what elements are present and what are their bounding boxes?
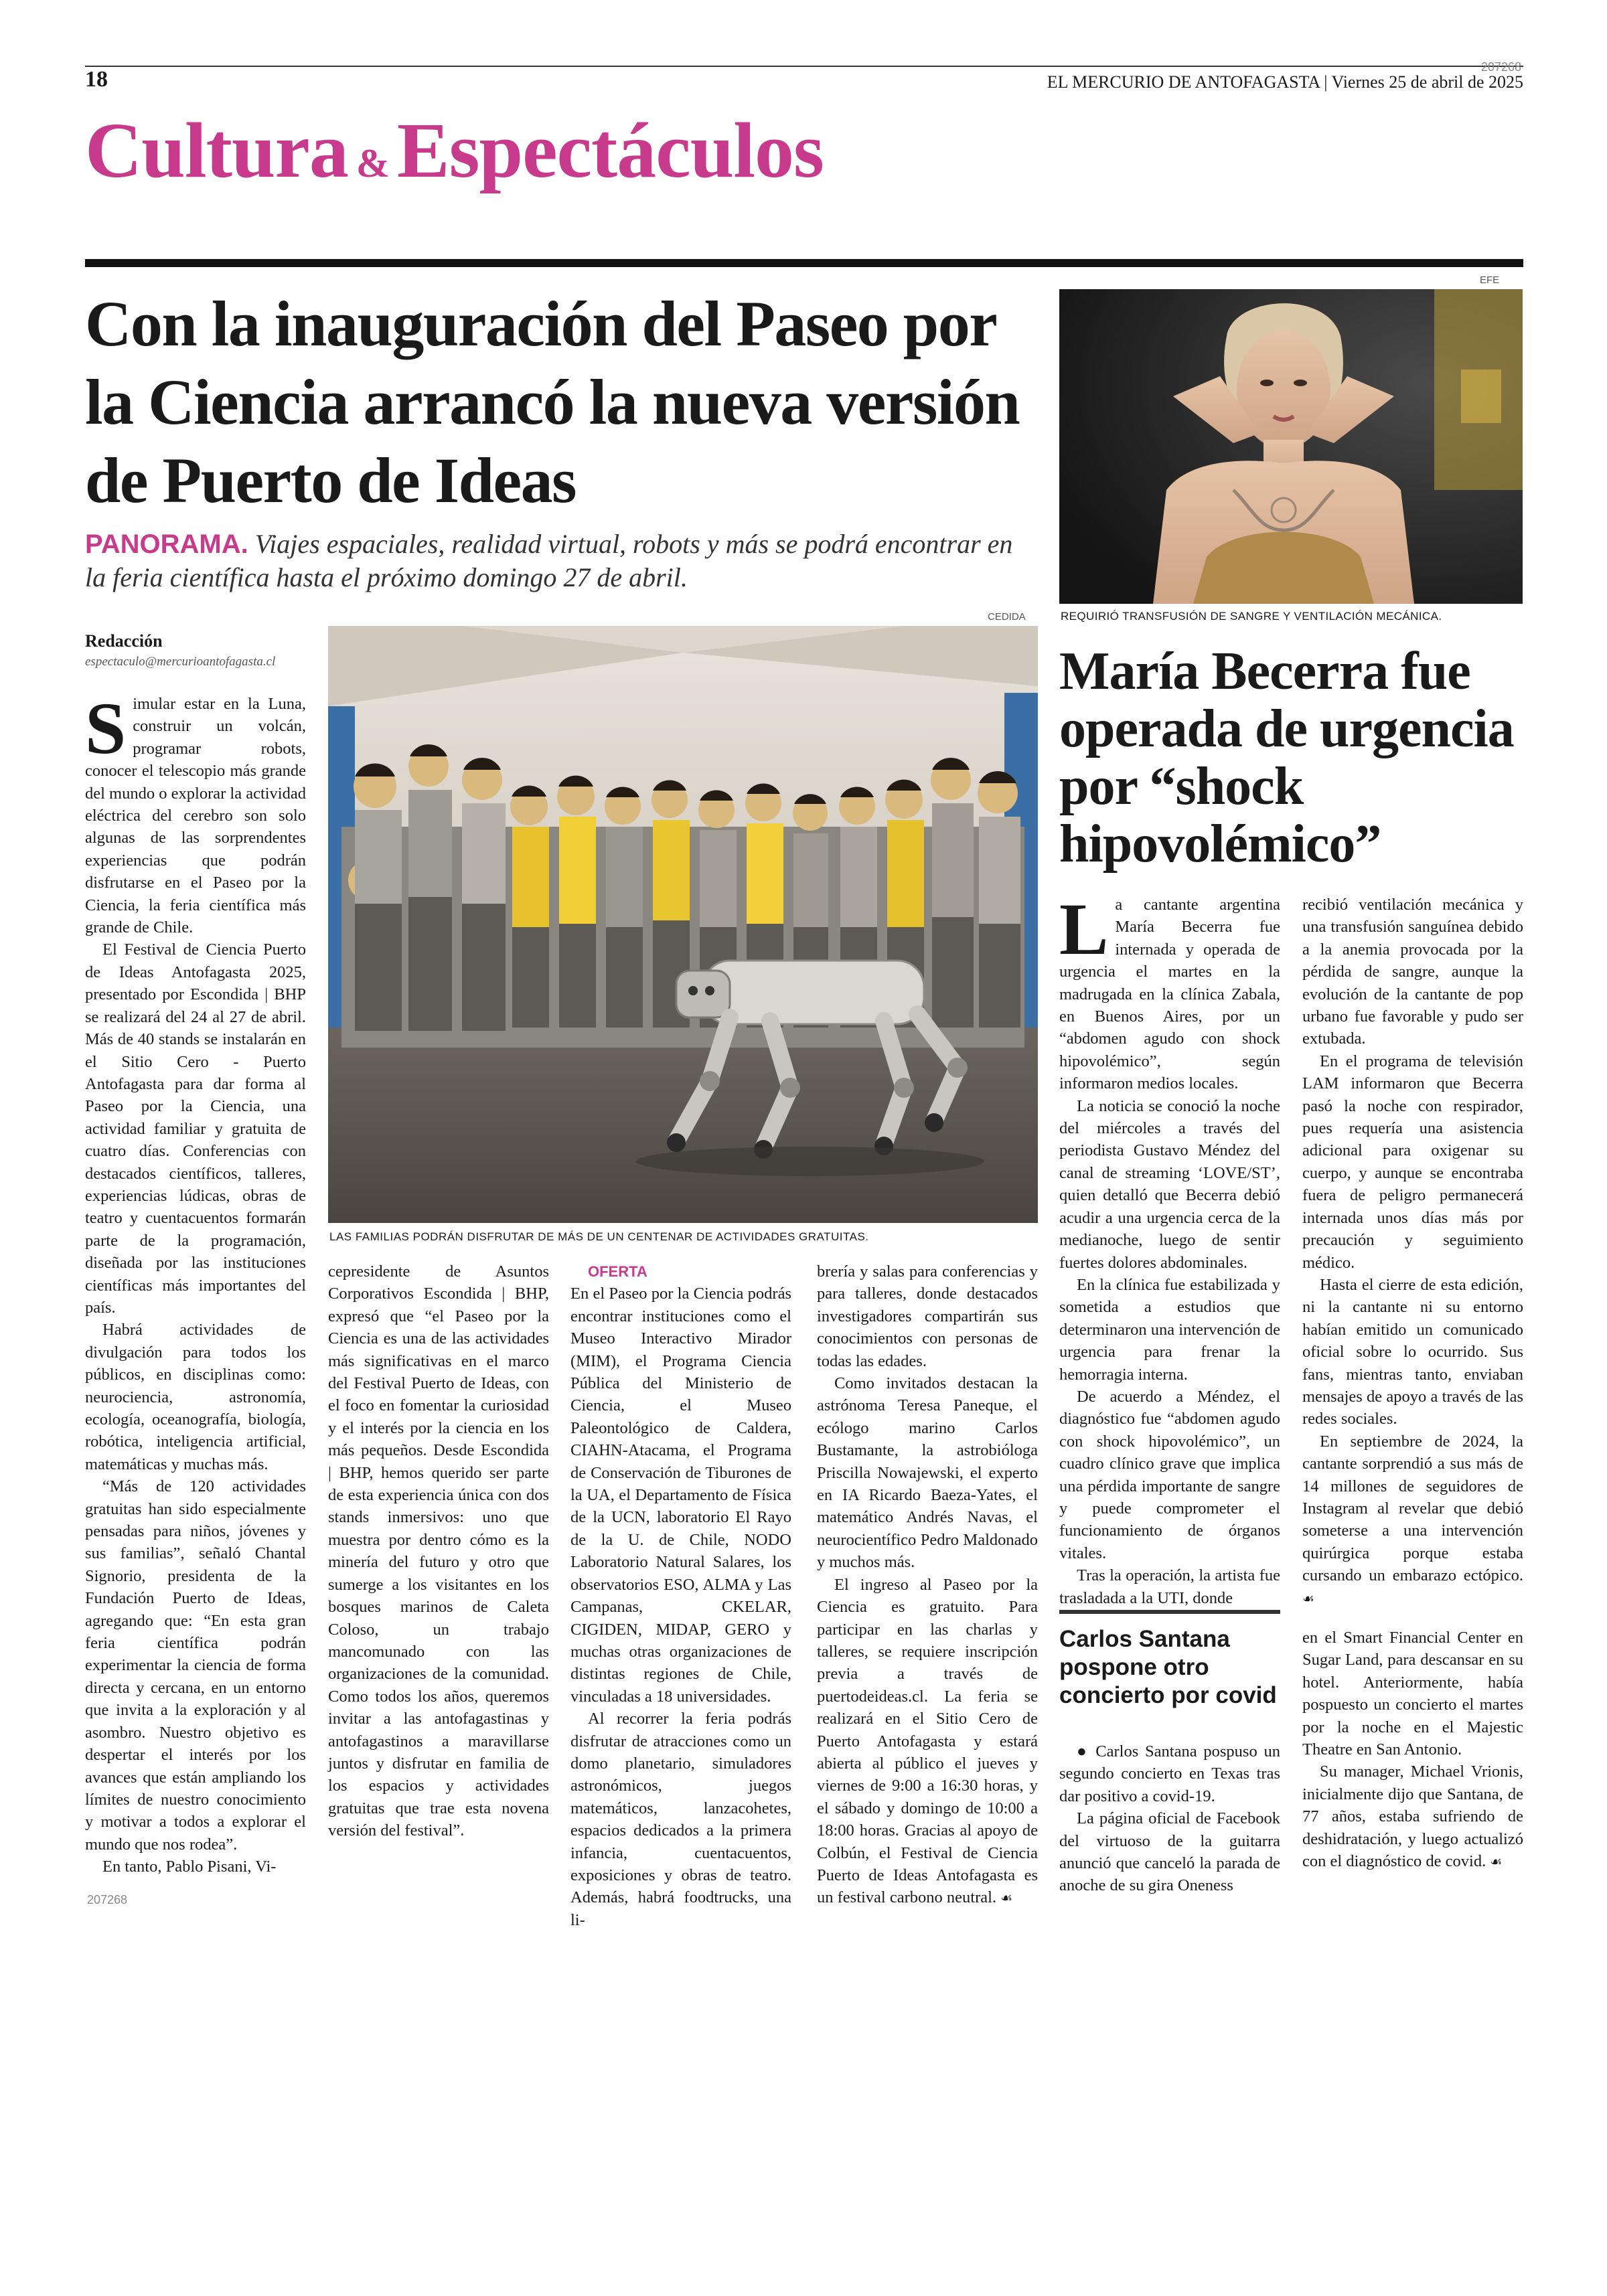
- side-photo-credit: EFE: [1480, 274, 1500, 286]
- paragraph: Habrá actividades de divulgación para todos los públicos, en disciplinas como: neurociencia, astronomía, ecología, oceanografía, biología, robótica, inteligencia artificial, matemáticas y muchas más.: [85, 1321, 306, 1473]
- paragraph: De acuerdo a Méndez, el diagnóstico fue “abdomen agudo con shock hipovolémico”, un cuadro clínico grave que implica una pérdida importante de sangre y puede comprometer el funcionamiento de órganos vitales.: [1059, 1387, 1280, 1562]
- subhead-oferta: OFERTA: [588, 1263, 647, 1280]
- paragraph: En el programa de televisión LAM informaron que Becerra pasó la noche con respirador, pues requería una asistencia adicional para oxigenar su cuerpo, y aunque se encontraba fuera de peligro permanecerá internada unos días más por precaución y seguimiento médico.: [1302, 1052, 1523, 1272]
- paragraph: En tanto, Pablo Pisani, Vi-: [102, 1858, 277, 1876]
- paragraph: En el Paseo por la Ciencia podrás encontrar instituciones como el Museo Interactivo Mirador (MIM), el Programa Ciencia Pública del Ministerio de Ciencia, el Museo Paleontológico de Caldera, CIAHN-Atacama, el Programa de Conservación de Tiburones de la UA, el Departamento de Física de la UCN, laboratorio El Rayo de la U. de Chile, NODO Laboratorio Natural Salares, los observatorios ESO, ALMA y Las Campanas, CKELAR, CIGIDEN, MIDAP, GERO y muchas otras organizaciones de distintas regiones de Chile, vinculadas a 18 universidades.: [570, 1285, 791, 1706]
- paragraph: La página oficial de Facebook del virtuoso de la guitarra anunció que canceló la parada de anoche de su gira Oneness: [1059, 1809, 1280, 1895]
- paragraph-text: Su manager, Michael Vrionis, inicialmente dijo que Santana, de 77 años, estaba sufriendo de deshidratación, y luego actualizó con el diagnóstico de covid.: [1302, 1762, 1523, 1871]
- paragraph-text: El ingreso al Paseo por la Ciencia es gratuito. Para participar en las charlas y talleres, se requiere inscripción previa a través de puertodeideas.cl. La feria se realizará en el Sitio Cero de Puerto Antofagasta y estará abierta al público el jueves y viernes de 9:00 a 16:30 horas, y el sábado y domingo de 10:00 a 18:00 horas. Gracias al apoyo de Colbún, el Festival de Ciencia Puerto de Ideas Antofagasta es un festival carbono neutral.: [817, 1575, 1038, 1907]
- side-photo-caption: REQUIRIÓ TRANSFUSIÓN DE SANGRE Y VENTILACIÓN MECÁNICA.: [1061, 610, 1442, 623]
- paragraph: Como invitados destacan la astrónoma Teresa Paneque, el ecólogo marino Carlos Bustamante, la astrobióloga Priscilla Nowajewski, el experto en IA Ricardo Baeza-Yates, el matemático Andrés Navas, el neurocientífico Pedro Maldonado y muchos más.: [817, 1374, 1038, 1572]
- bullet-icon: ●: [1077, 1742, 1089, 1760]
- byline: Redacción: [85, 631, 163, 651]
- paragraph: Tras la operación, la artista fue trasladada a la UTI, donde: [1059, 1566, 1280, 1607]
- brief-rule: [1059, 1610, 1280, 1614]
- deck-text: Viajes espaciales, realidad virtual, robots y más se podrá encontrar en la feria científica hasta el próximo domingo 27 de abril.: [85, 529, 1013, 592]
- paragraph: [1302, 1430, 1523, 1611]
- paragraph: La noticia se conoció la noche del miércoles a través del periodista Gustavo Méndez del canal de streaming ‘LOVE/ST’, quien detalló que Becerra debió acudir a una urgencia cerca de la medianoche, luego de sentir fuertes dolores abdominales.: [1059, 1096, 1280, 1272]
- section-rule: [85, 259, 1523, 267]
- paragraph: en el Smart Financial Center en Sugar Land, para descansar en su hotel. Anteriormente, había pospuesto un concierto el martes por la noche en el Majestic Theatre en San Antonio.: [1302, 1629, 1523, 1759]
- brief-column-2: [1302, 1627, 1523, 1874]
- main-headline: Con la inauguración del Paseo por la Ciencia arrancó la nueva versión de Puerto de Ideas: [85, 288, 1020, 516]
- paragraph: [817, 1574, 1038, 1910]
- paragraph-text: En septiembre de 2024, la cantante sorprendió a sus más de 14 millones de seguidores de Instagram al revelar que debió someterse a una intervención quirúrgica porque estaba cursando un embarazo ectópico.: [1302, 1432, 1523, 1585]
- side-article-column-2: [1302, 894, 1523, 1611]
- paragraph: cepresidente de Asuntos Corporativos Escondida | BHP, expresó que “el Paseo por la Ciencia es una de las actividades más significativas en el marco del Festival Puerto de Ideas, con el foco en fomentar la curiosidad y el interés por la ciencia en los más pequeños. Desde Escondida | BHP, hemos querido ser parte de esta experiencia única con dos stands inmersivos: uno que muestra por dentro cómo es la minería del futuro y otro que sumerge a los visitantes en los bosques marinos de Caleta Coloso, un trabajo mancomunado con las organizaciones de la comunidad. Como todos los años, queremos invitar a las antofagastinas y antofagastinos a maravillarse juntos y disfrutar en familia de los espacios y actividades gratuitas que trae esta novena versión del festival”.: [328, 1262, 549, 1840]
- paragraph: El Festival de Ciencia Puerto de Ideas Antofagasta 2025, presentado por Escondida | BHP se realizará del 24 al 27 de abril. Más de 40 stands se instalarán en el Sitio Cero - Puerto Antofagasta para dar forma al Paseo por la Ciencia, una actividad familiar y gratuita de cuatro días. Conferencias con destacados científicos, talleres, experiencias lúdicas, obras de teatro y cuentacuentos formarán parte de la programación, diseñada por las instituciones científicas más importantes del país.: [85, 940, 306, 1317]
- main-article-column-4: [817, 1260, 1038, 1910]
- end-mark-icon: ☙: [1490, 1855, 1503, 1870]
- byline-email: espectaculo@mercurioantofagasta.cl: [85, 655, 276, 669]
- top-rule: [85, 66, 1523, 67]
- paragraph: Al recorrer la feria podrás disfrutar de atracciones como un domo planetario, simuladores astronómicos, juegos matemáticos, lanzacohetes, espacios dedicados a la primera infancia, cuentacuentos, exposiciones y obras de teatro. Además, habrá foodtrucks, una li-: [570, 1710, 791, 1929]
- page-code-bottom: 207268: [87, 1893, 128, 1906]
- main-deck: [85, 527, 1036, 594]
- main-photo-credit: CEDIDA: [988, 611, 1026, 623]
- section-title-espectaculos: Espectáculos: [396, 106, 824, 194]
- end-mark-icon: ☙: [1000, 1891, 1013, 1906]
- side-headline: María Becerra fue operada de urgencia por “shock hipovolémico”: [1059, 642, 1514, 874]
- section-title-cultura: Cultura: [85, 106, 348, 194]
- publication-dateline: EL MERCURIO DE ANTOFAGASTA | Viernes 25 de abril de 2025: [1047, 72, 1523, 92]
- section-title: [85, 107, 824, 207]
- paragraph-text: Carlos Santana pospuso un segundo concierto en Texas tras dar positivo a covid-19.: [1059, 1742, 1280, 1805]
- paragraph: [1302, 1760, 1523, 1874]
- main-article-column-1: [85, 687, 306, 1878]
- paragraph-text: a cantante argentina María Becerra fue internada y operada de urgencia el martes en la madrugada en la clínica Zabala, en Buenos Aires, por un “abdomen agudo con shock hipovolémico”, según informaron medios locales.: [1059, 896, 1280, 1093]
- brief-column-1: [1059, 1740, 1280, 1897]
- page-code: 207268: [1480, 60, 1521, 74]
- end-mark-icon: ☙: [1302, 1591, 1314, 1607]
- side-article-column-1: [1059, 888, 1280, 1609]
- paragraph: Hasta el cierre de esta edición, ni la cantante ni su entorno habían emitido un comunicado oficial sobre lo ocurrido. Sus fans, mientras tanto, enviaban mensajes de apoyo a través de las redes sociales.: [1302, 1275, 1523, 1428]
- dropcap: L: [1059, 888, 1109, 970]
- brief-headline: Carlos Santana pospone otro concierto por covid: [1059, 1626, 1277, 1708]
- main-article-column-2: [328, 1260, 549, 1842]
- dropcap: S: [85, 687, 127, 769]
- main-photo-caption: LAS FAMILIAS PODRÁN DISFRUTAR DE MÁS DE UN CENTENAR DE ACTIVIDADES GRATUITAS.: [329, 1230, 869, 1243]
- paragraph: [1059, 888, 1280, 1095]
- paragraph: “Más de 120 actividades gratuitas han sido especialmente pensadas para niños, jóvenes y sus familias”, señaló Chantal Signorio, presidenta de la Fundación Puerto de Ideas, agregando que: “En esta gran feria científica podrán experimentar la ciencia de forma directa y cercana, en un entorno que invita a la exploración y al asombro. Nuestro objetivo es despertar el interés por los avances que están ampliando los límites de nuestro conocimiento y motivar a todos a explorar el mundo que nos rodea”.: [85, 1477, 306, 1854]
- side-photo-maria-becerra: [1059, 289, 1523, 604]
- paragraph-text: imular estar en la Luna, construir un volcán, programar robots, conocer el telescopio más grande del mundo o explorar la actividad eléctrica del cerebro son solo algunas de las sorprendentes experiencias que podrán disfrutarse en el Paseo por la Ciencia, la feria científica más grande de Chile.: [85, 695, 306, 937]
- main-article-column-3: [570, 1260, 791, 1931]
- paragraph: recibió ventilación mecánica y una transfusión sanguínea debido a la anemia provocada por la pérdida de sangre, aunque la evolución de la cantante de pop urbano fue favorable y pudo ser extubada.: [1302, 896, 1523, 1048]
- paragraph: [1059, 1740, 1280, 1807]
- deck-kicker: PANORAMA.: [85, 529, 248, 559]
- page-number: 18: [85, 67, 108, 92]
- main-photo-robot-dog-children: [328, 626, 1038, 1223]
- paragraph: brería y salas para conferencias y para talleres, donde destacados investigadores compartirán sus conocimientos con personas de todas las edades.: [817, 1262, 1038, 1370]
- paragraph: [85, 687, 306, 938]
- section-title-ampersand: &: [356, 141, 389, 185]
- paragraph: En la clínica fue estabilizada y sometida a estudios que determinaron una intervención de urgencia para frenar la hemorragia interna.: [1059, 1275, 1280, 1384]
